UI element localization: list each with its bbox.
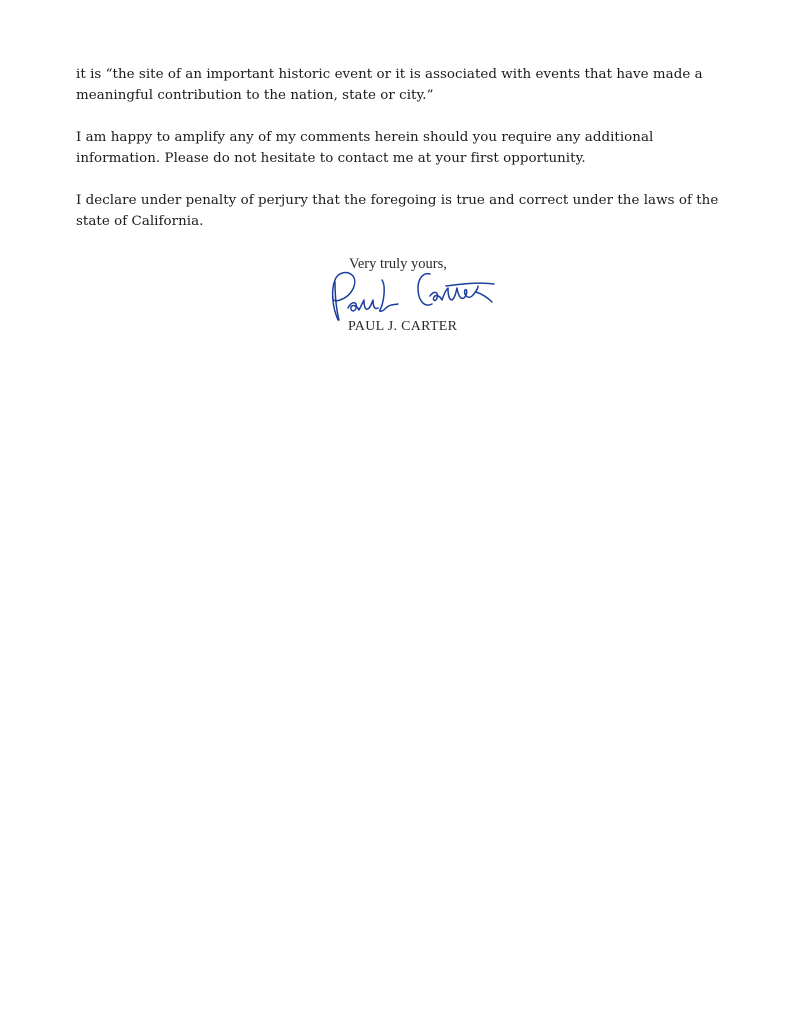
paragraph-contact xyxy=(76,127,726,169)
paragraph-line: I am happy to amplify any of my comments herein should you require any additional xyxy=(76,130,654,145)
closing-salutation: Very truly yours, xyxy=(349,256,447,272)
letter-body xyxy=(76,64,726,253)
signer-name: PAUL J. CARTER xyxy=(348,319,458,334)
signature-block xyxy=(326,252,506,342)
paragraph-historic-event xyxy=(76,64,726,106)
paragraph-line: it is “the site of an important historic event or it is associated with events that have made a xyxy=(76,67,703,82)
handwritten-signature xyxy=(326,260,501,324)
paragraph-line: information. Please do not hesitate to contact me at your first opportunity. xyxy=(76,151,586,166)
paragraph-line: state of California. xyxy=(76,214,204,229)
paragraph-line: meaningful contribution to the nation, state or city.” xyxy=(76,88,434,103)
paragraph-declaration xyxy=(76,190,726,232)
paragraph-line: I declare under penalty of perjury that the foregoing is true and correct under the laws of the xyxy=(76,193,719,208)
